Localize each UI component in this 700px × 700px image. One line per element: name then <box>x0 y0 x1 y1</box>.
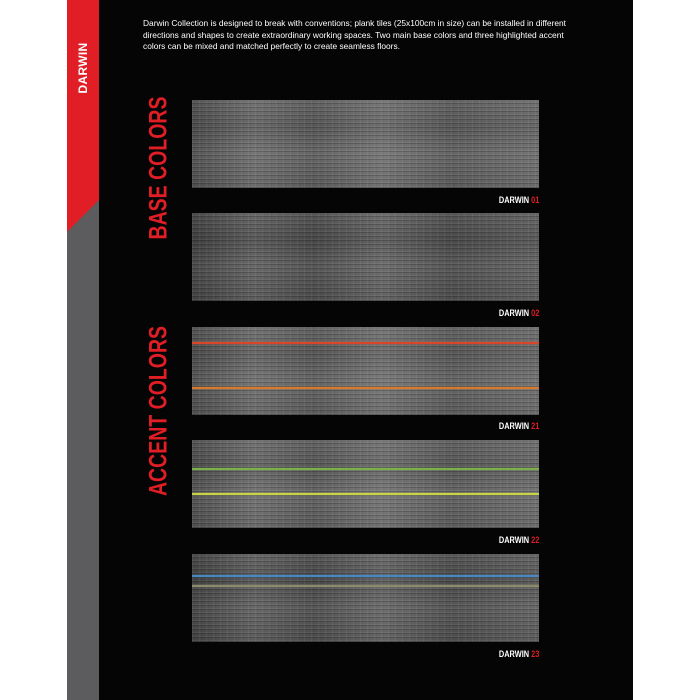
side-tab-diagonal-cut <box>67 200 99 232</box>
swatch-darwin-21 <box>192 327 539 415</box>
swatch-caption-darwin-22 <box>499 535 539 545</box>
accent-stripe <box>192 387 539 389</box>
swatch-darwin-02 <box>192 213 539 301</box>
swatch-caption-number: 01 <box>530 195 539 205</box>
side-tab <box>67 0 99 700</box>
swatch-caption-darwin-23 <box>499 649 539 659</box>
swatch-caption-darwin-21 <box>499 421 539 431</box>
swatch-darwin-23 <box>192 554 539 642</box>
catalog-page <box>67 0 633 700</box>
swatch-caption-number: 02 <box>530 308 539 318</box>
swatch-caption-number: 21 <box>530 421 539 431</box>
accent-stripe <box>192 575 539 577</box>
swatch-caption-name: DARWIN <box>498 649 529 659</box>
swatch-caption-number: 23 <box>530 649 539 659</box>
base-colors-heading: BASE COLORS <box>144 96 173 240</box>
intro-paragraph: Darwin Collection is designed to break with conventions; plank tiles (25x100cm in size) can be installed in different directions and shapes to create extraordinary working spaces. Two main base colors and three highlighted accent colors can be mixed and matched perfectly to create seamless floors. <box>143 18 567 52</box>
accent-stripe <box>192 585 539 587</box>
accent-stripe <box>192 342 539 344</box>
swatch-caption-name: DARWIN <box>498 308 529 318</box>
accent-colors-heading: ACCENT COLORS <box>144 325 173 497</box>
side-tab-red-block <box>67 0 99 200</box>
swatch-darwin-01 <box>192 100 539 188</box>
swatch-caption-name: DARWIN <box>498 195 529 205</box>
swatch-caption-darwin-02 <box>499 308 539 318</box>
swatch-caption-name: DARWIN <box>498 535 529 545</box>
swatch-caption-darwin-01 <box>499 195 539 205</box>
accent-stripe <box>192 468 539 470</box>
swatch-caption-number: 22 <box>530 535 539 545</box>
swatch-caption-name: DARWIN <box>498 421 529 431</box>
side-tab-label: DARWIN <box>76 42 90 94</box>
accent-stripe <box>192 493 539 495</box>
swatch-darwin-22 <box>192 440 539 528</box>
